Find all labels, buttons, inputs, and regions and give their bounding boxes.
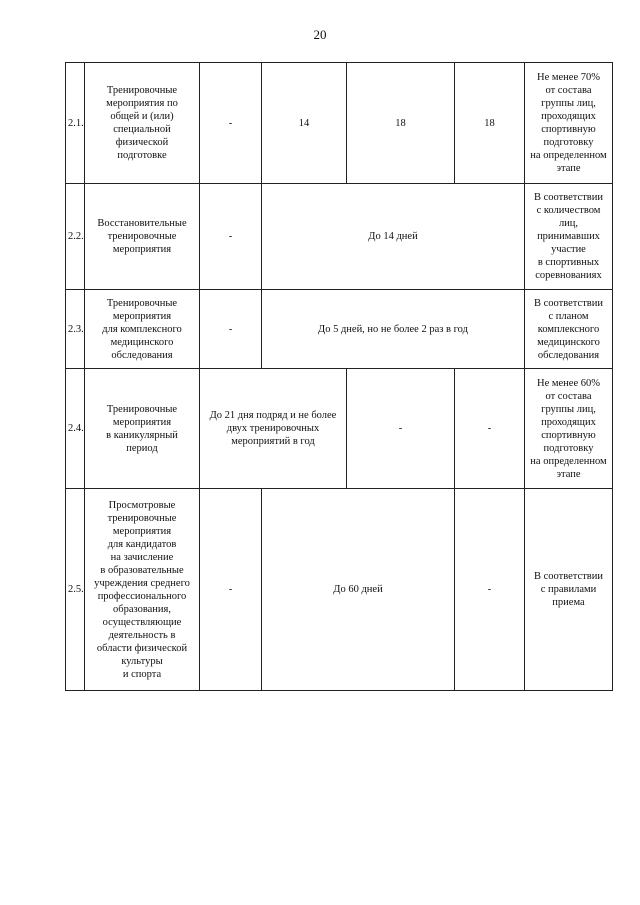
page-number: 20 bbox=[313, 27, 327, 42]
event-name: Тренировочные мероприятия для комплексного медицинского обследования bbox=[85, 290, 200, 369]
note-cell: Не менее 70% от состава группы лиц, проходящих спортивную подготовку на определенном этапе bbox=[525, 63, 613, 184]
row-number: 2.1. bbox=[66, 63, 85, 184]
table-row bbox=[66, 489, 613, 691]
row-number: 2.4. bbox=[66, 369, 85, 489]
merged-value: До 21 дня подряд и не более двух тренировочных мероприятий в год bbox=[200, 369, 347, 489]
cell-value: 14 bbox=[262, 63, 347, 184]
table-row bbox=[66, 184, 613, 290]
cell-value: - bbox=[200, 184, 262, 290]
note-cell: В соответствии с планом комплексного медицинского обследования bbox=[525, 290, 613, 369]
event-name: Тренировочные мероприятия по общей и (или) специальной физической подготовке bbox=[85, 63, 200, 184]
cell-value: - bbox=[200, 489, 262, 691]
table-row bbox=[66, 290, 613, 369]
table-row bbox=[66, 63, 613, 184]
event-name: Просмотровые тренировочные мероприятия для кандидатов на зачисление в образовательные учреждения среднего профессионального образования, осуществляющие деятельность в области физической культуры и спорта bbox=[85, 489, 200, 691]
row-number: 2.5. bbox=[66, 489, 85, 691]
training-events-table bbox=[65, 62, 613, 691]
merged-value: До 60 дней bbox=[262, 489, 455, 691]
cell-value: 18 bbox=[455, 63, 525, 184]
row-number: 2.3. bbox=[66, 290, 85, 369]
event-name: Тренировочные мероприятия в каникулярный период bbox=[85, 369, 200, 489]
note-cell: Не менее 60% от состава группы лиц, проходящих спортивную подготовку на определенном этапе bbox=[525, 369, 613, 489]
merged-value: До 5 дней, но не более 2 раз в год bbox=[262, 290, 525, 369]
cell-value: - bbox=[455, 489, 525, 691]
cell-value: - bbox=[347, 369, 455, 489]
merged-value: До 14 дней bbox=[262, 184, 525, 290]
event-name: Восстановительные тренировочные мероприятия bbox=[85, 184, 200, 290]
table-row bbox=[66, 369, 613, 489]
cell-value: 18 bbox=[347, 63, 455, 184]
cell-value: - bbox=[200, 290, 262, 369]
cell-value: - bbox=[455, 369, 525, 489]
note-cell: В соответствии с количеством лиц, принимавших участие в спортивных соревнованиях bbox=[525, 184, 613, 290]
row-number: 2.2. bbox=[66, 184, 85, 290]
note-cell: В соответствии с правилами приема bbox=[525, 489, 613, 691]
cell-value: - bbox=[200, 63, 262, 184]
